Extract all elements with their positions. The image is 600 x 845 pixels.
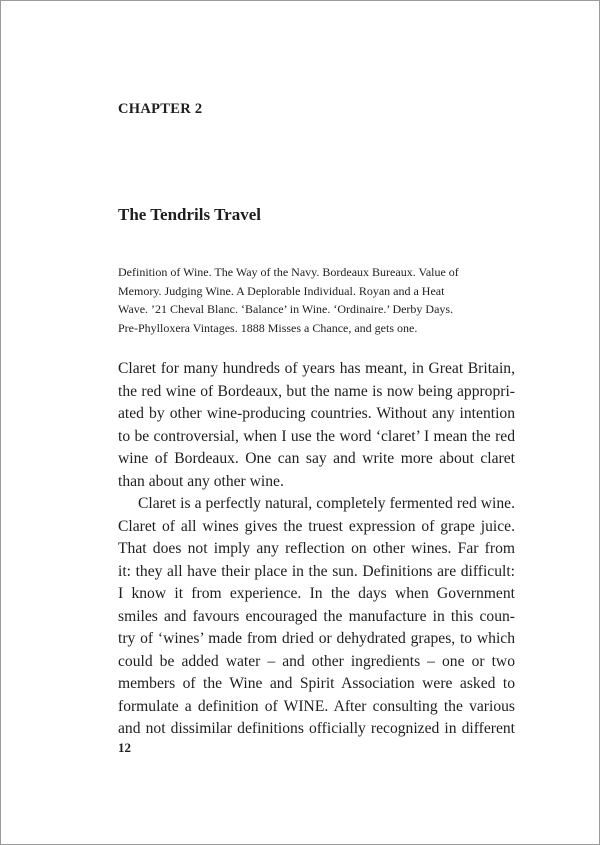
text-line: Claret is a perfectly natural, completely fermented red wine.: [138, 495, 515, 512]
text-line: formulate a definition of WINE. After consulting the various: [118, 697, 515, 715]
text-line: members of the Wine and Spirit Association were asked to: [118, 675, 515, 692]
text-line: wine of Bordeaux. One can say and write more about claret: [118, 450, 515, 467]
text-line: smiles and favours encouraged the manufacture in this coun-: [118, 607, 515, 625]
text-line: Claret for many hundreds of years has meant, in Great Britain,: [118, 360, 515, 377]
paragraph-1: [118, 358, 515, 493]
text-line: and not dissimilar definitions officially recognized in different: [118, 720, 515, 737]
text-line: I know it from experience. In the days when Government: [118, 585, 515, 602]
text-line: than about any other wine.: [118, 472, 284, 490]
text-line: the red wine of Bordeaux, but the name is now being appropri-: [118, 382, 515, 400]
paragraph-2: [118, 493, 515, 741]
text-line: Claret of all wines gives the truest expression of grape juice.: [118, 517, 515, 535]
text-line: ated by other wine-producing countries. Without any intention: [118, 405, 515, 422]
body-text: [118, 358, 515, 741]
synopsis-line: Memory. Judging Wine. A Deplorable Individual. Royan and a Heat: [118, 283, 445, 298]
chapter-title: The Tendrils Travel: [118, 205, 261, 224]
text-line: it: they all have their place in the sun. Definitions are difficult:: [118, 562, 515, 580]
page-number: 12: [118, 740, 131, 755]
synopsis-line: Definition of Wine. The Way of the Navy. Bordeaux Bureaux. Value of: [118, 265, 459, 279]
text-line: could be added water – and other ingredients – one or two: [118, 652, 515, 670]
chapter-synopsis: [118, 263, 528, 337]
text-line: try of ‘wines’ made from dried or dehydrated grapes, to which: [118, 630, 515, 647]
chapter-number: CHAPTER 2: [118, 101, 203, 117]
synopsis-line: Wave. ’21 Cheval Blanc. ‘Balance’ in Wine. ‘Ordinaire.’ Derby Days.: [118, 302, 454, 316]
text-line: to be controversial, when I use the word ‘claret’ I mean the red: [118, 427, 515, 445]
synopsis-line: Pre-Phylloxera Vintages. 1888 Misses a Chance, and gets one.: [118, 320, 418, 335]
text-line: That does not imply any reflection on other wines. Far from: [118, 540, 515, 557]
